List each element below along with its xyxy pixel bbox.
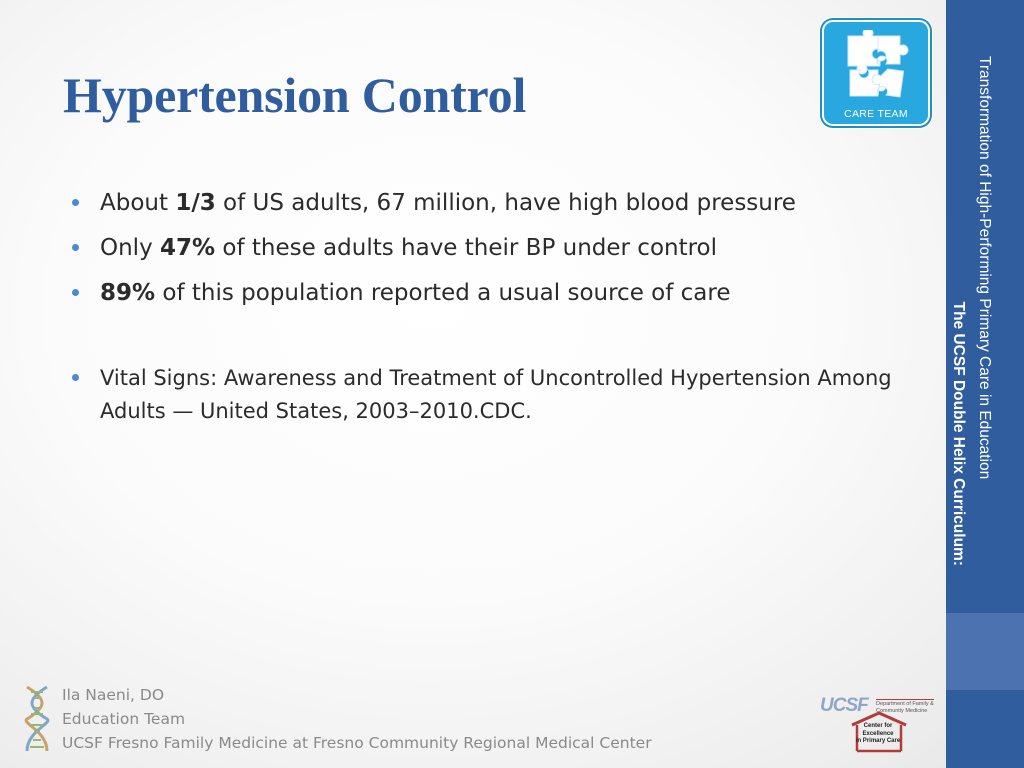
bullet-text: of this population reported a usual source of care bbox=[155, 280, 731, 306]
slide-title: Hypertension Control bbox=[63, 67, 527, 123]
bullet-emphasis: 1/3 bbox=[175, 190, 216, 216]
bullet-item bbox=[72, 276, 912, 310]
footer bbox=[62, 683, 652, 755]
center-name-line: Center for bbox=[863, 723, 893, 729]
center-name bbox=[848, 723, 908, 746]
bullet-text: of these adults have their BP under control bbox=[215, 235, 718, 261]
bullet-text: of US adults, 67 million, have high blood pressure bbox=[215, 190, 796, 216]
sidebar-vertical-text bbox=[946, 0, 1024, 613]
sidebar-bottom-block bbox=[946, 690, 1024, 768]
bullet-item bbox=[72, 186, 912, 220]
bullet-dot-icon bbox=[72, 199, 79, 206]
care-team-logo bbox=[819, 17, 933, 129]
bullet-emphasis: 47% bbox=[160, 235, 216, 261]
ucsf-center-logo bbox=[818, 693, 936, 753]
citation-text: Vital Signs: Awareness and Treatment of Uncontrolled Hypertension Among Adults — United States, 2003–2010.CDC. bbox=[100, 366, 892, 423]
center-name-line: Excellence bbox=[862, 730, 894, 737]
bullet-dot-icon bbox=[72, 244, 79, 251]
sidebar-title: The UCSF Double Helix Curriculum: bbox=[950, 301, 967, 566]
bullet-emphasis: 89% bbox=[100, 280, 156, 306]
care-team-label: CARE TEAM bbox=[844, 108, 908, 120]
center-name-line: in Primary Care bbox=[855, 738, 901, 744]
puzzle-icon bbox=[842, 30, 912, 100]
dna-icon bbox=[23, 685, 51, 753]
footer-team: Education Team bbox=[62, 710, 186, 728]
bullet-text: About bbox=[100, 190, 176, 216]
bullet-item bbox=[72, 231, 912, 265]
right-sidebar bbox=[946, 0, 1024, 768]
bullet-list bbox=[72, 186, 912, 310]
citation-bullet bbox=[72, 362, 912, 428]
footer-organization: UCSF Fresno Family Medicine at Fresno Community Regional Medical Center bbox=[62, 734, 652, 752]
bullet-dot-icon bbox=[72, 374, 79, 381]
bullet-dot-icon bbox=[72, 289, 79, 296]
sidebar-subtitle: Transformation of High-Performing Primary Care in Education bbox=[976, 56, 993, 480]
ucsf-wordmark: UCSF bbox=[820, 695, 868, 716]
footer-author: Ila Naeni, DO bbox=[62, 686, 165, 704]
bullet-text: Only bbox=[100, 235, 160, 261]
department-text: Department of Family & Community Medicine bbox=[876, 701, 934, 714]
sidebar-accent-block bbox=[946, 613, 1024, 690]
